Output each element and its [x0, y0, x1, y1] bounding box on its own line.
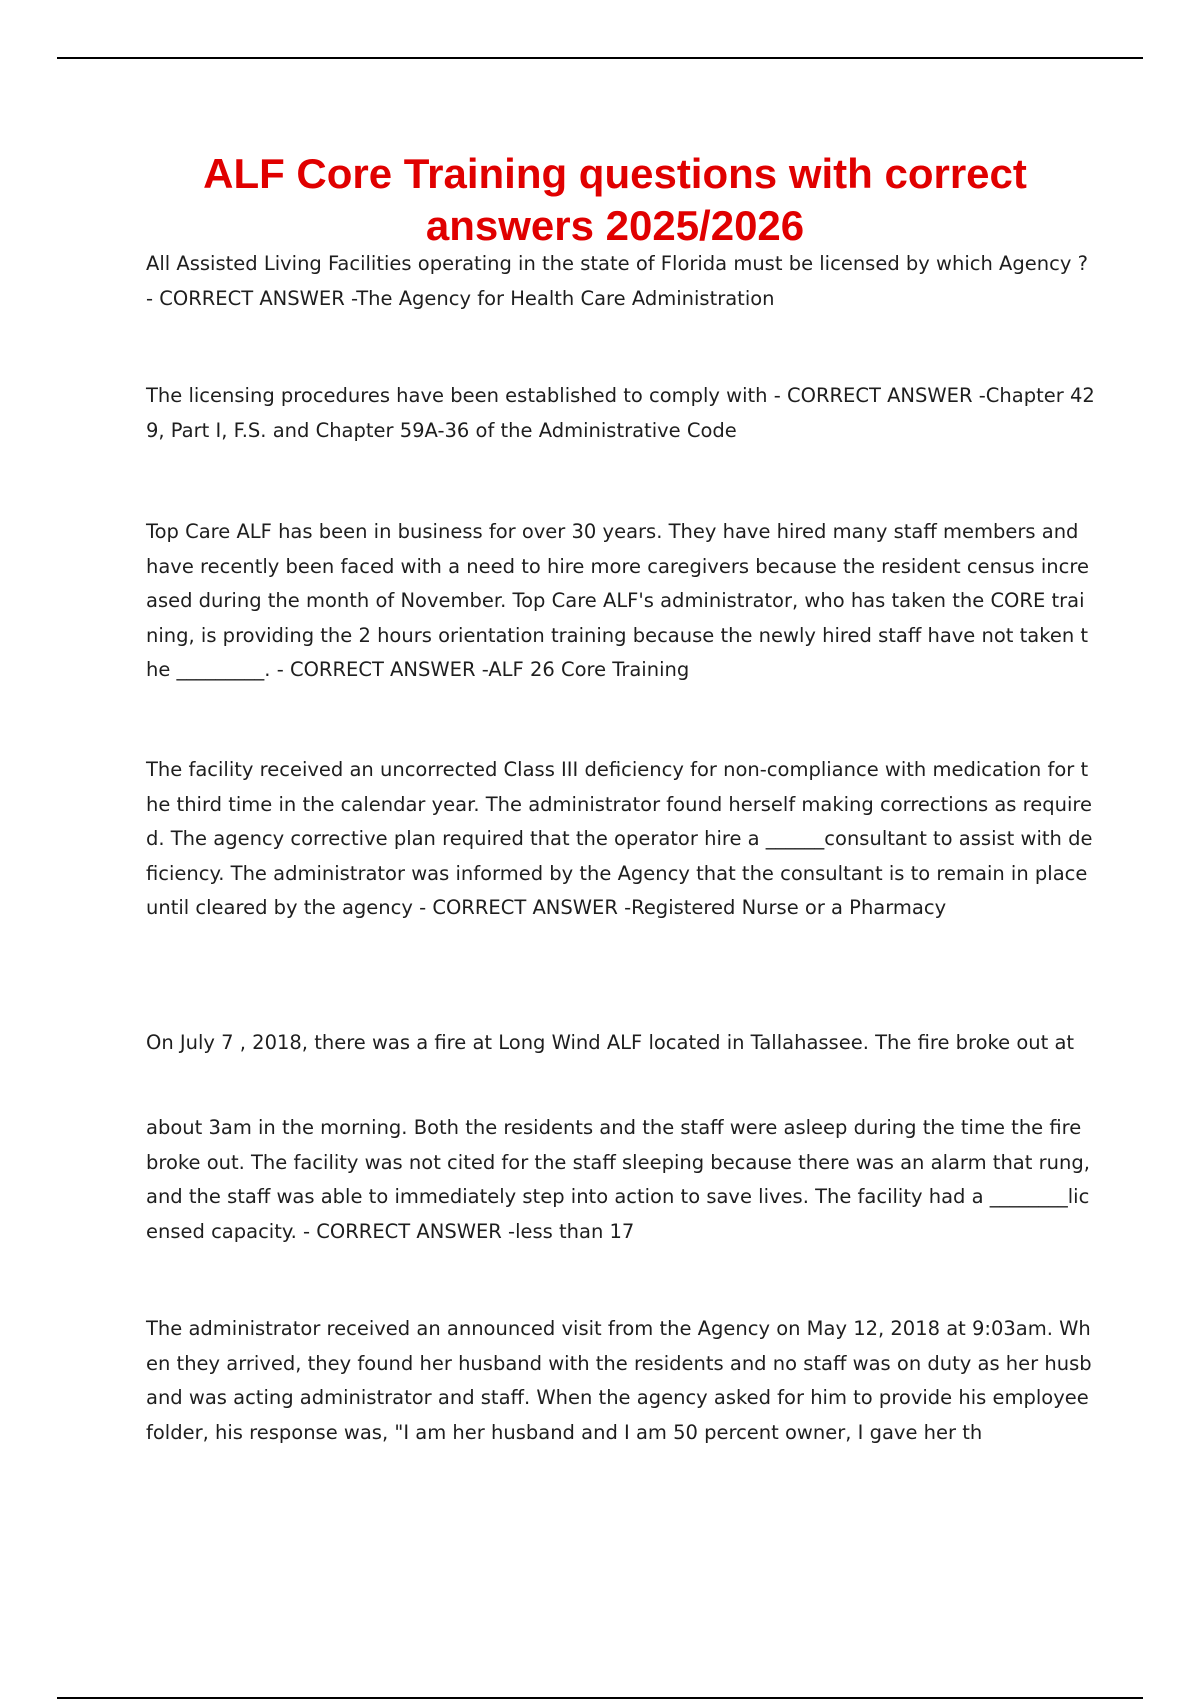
question-text: The licensing procedures have been established to comply with — [146, 384, 768, 407]
qa-item-3 — [146, 515, 1096, 688]
correct-answer-label: - CORRECT ANSWER - — [146, 286, 357, 310]
question-text: about 3am in the morning. Both the residents and the staff were asleep during the time the fire broke out. The facility was not cited for the staff sleeping because there was an alarm that rung, and the staff was able to immediately step into action to save lives. The facility had a ________licensed capacity. — [146, 1116, 1090, 1243]
answer-text: Chapter 429, Part I, F.S. and Chapter 59A-36 of the Administrative Code — [146, 384, 1095, 442]
qa-item-2 — [146, 379, 1096, 448]
question-text: Top Care ALF has been in business for over 30 years. They have hired many staff members and have recently been faced with a need to hire more caregivers because the resident census increased during the month of November. Top Care ALF's administrator, who has taken the CORE training, is providing the 2 hours orientation training because the newly hired staff have not taken the _________. — [146, 520, 1089, 681]
document-title: ALF Core Training questions with correct answers 2025/2026 — [203, 150, 1027, 249]
header-rule — [57, 57, 1143, 59]
qa-item-6 — [146, 1312, 1096, 1450]
answer-text: ALF 26 Core Training — [488, 658, 690, 681]
qa-item-5-part-1 — [146, 1026, 1096, 1061]
question-text: All Assisted Living Facilities operating in the state of Florida must be licensed by which Agency ? — [146, 252, 1088, 275]
answer-text: less than 17 — [515, 1219, 635, 1243]
question-text: The facility received an uncorrected Class III deficiency for non-compliance with medication for the third time in the calendar year. The administrator found herself making corrections as required. The agency corrective plan required that the operator hire a ______consultant to assist with deficiency. The administrator was informed by the Agency that the consultant is to remain in place until cleared by the agency — [146, 758, 1093, 919]
question-text: The administrator received an announced visit from the Agency on May 12, 2018 at 9:03am. When they arrived, they found her husband with the residents and no staff was on duty as her husband was acting administrator and staff. When the agency asked for him to provide his employee folder, his response was, "I am her husband and I am 50 percent owner, I gave her th — [146, 1317, 1092, 1444]
footer-rule — [57, 1697, 1143, 1699]
question-text: On July 7 , 2018, there was a fire at Long Wind ALF located in Tallahassee. The fire broke out at — [146, 1031, 1075, 1054]
qa-item-5-part-2 — [146, 1111, 1096, 1249]
correct-answer-label: - CORRECT ANSWER - — [767, 384, 986, 407]
correct-answer-label: - CORRECT ANSWER - — [296, 1219, 516, 1243]
correct-answer-label: - CORRECT ANSWER - — [270, 658, 489, 681]
answer-text: The Agency for Health Care Administration — [356, 286, 775, 310]
qa-item-4 — [146, 753, 1096, 926]
qa-item-1 — [146, 247, 1096, 316]
correct-answer-label: - CORRECT ANSWER - — [412, 896, 632, 919]
answer-text: Registered Nurse or a Pharmacy — [631, 896, 947, 919]
